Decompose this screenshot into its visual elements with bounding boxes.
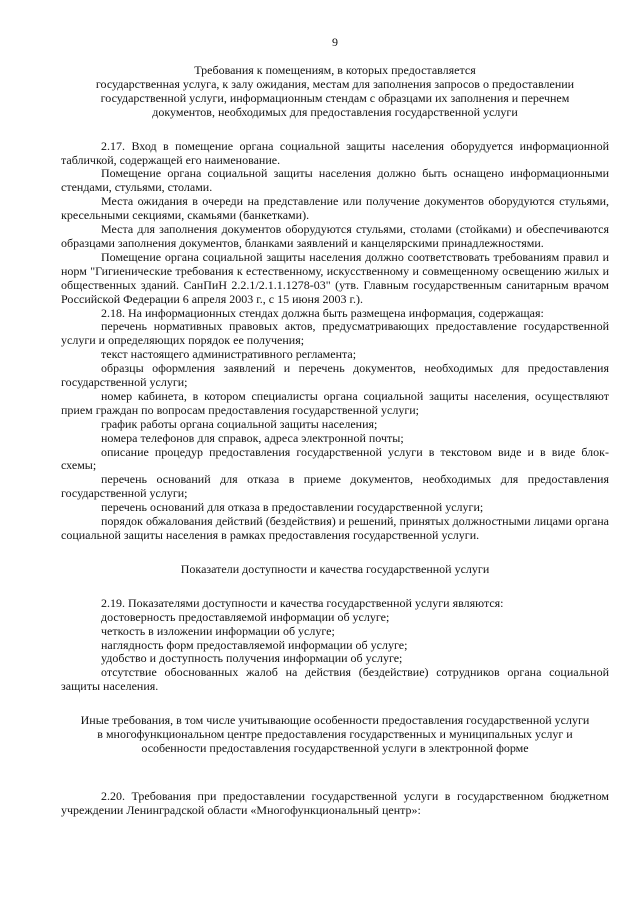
list-item: удобство и доступность получения информации об услуге;	[101, 651, 403, 666]
list-item: перечень нормативных правовых актов, предусматривающих предоставление государственной услуги и определяющих порядок ее получения;	[61, 319, 609, 348]
paragraph-2-17: 2.17. Вход в помещение органа социальной защиты населения оборудуется информационной табличкой, содержащей его наименование.	[61, 138, 609, 167]
list-item: номера телефонов для справок, адреса электронной почты;	[101, 430, 404, 445]
list-item: номер кабинета, в котором специалисты органа социальной защиты населения, осуществляют прием граждан по вопросам предоставления государственной услуги;	[61, 388, 609, 417]
paragraph-2-18: 2.18. На информационных стендах должна быть размещена информация, содержащая:	[101, 305, 544, 320]
paragraph-2-19: 2.19. Показателями доступности и качества государственной услуги являются:	[101, 595, 504, 610]
paragraph: Места для заполнения документов оборудуются стульями, столами (стойками) и обеспечиваются образцами заполнения документов, бланками заявлений и канцелярскими принадлежностями.	[61, 222, 609, 250]
list-item: порядок обжалования действий (бездействия) и решений, принятых должностными лицами органа социальной защиты населения в рамках предоставления государственной услуги.	[61, 514, 609, 542]
section-heading-premises	[61, 64, 609, 120]
heading-line: государственной услуги, информационным стендам с образцами их заполнения и перечнем	[100, 90, 570, 105]
list-item: наглядность форм предоставляемой информации об услуге;	[101, 637, 408, 652]
paragraph: Места ожидания в очереди на представление или получение документов оборудуются стульями, кресельными секциями, скамьями (банкетками).	[61, 194, 609, 223]
paragraph-2-20: 2.20. Требования при предоставлении государственной услуги в государственном бюджетном учреждении Ленинградской области «Многофункциональный центр»:	[61, 788, 609, 817]
heading-line: Иные требования, в том числе учитывающие особенности предоставления государственной услуги	[80, 713, 590, 728]
list-item: перечень оснований для отказа в приеме документов, необходимых для предоставления государственной услуги;	[61, 472, 609, 501]
list-item: образцы оформления заявлений и перечень документов, необходимых для предоставления государственной услуги;	[61, 361, 609, 390]
list-item: перечень оснований для отказа в предоставлении государственной услуги;	[101, 500, 484, 515]
paragraph: Помещение органа социальной защиты населения должно быть оснащено информационными стендами, стульями, столами.	[61, 166, 609, 195]
heading-line: особенности предоставления государственной услуги в электронной форме	[141, 740, 529, 755]
list-item: отсутствие обоснованных жалоб на действия (бездействие) сотрудников органа социальной защиты населения.	[61, 665, 609, 694]
list-item: достоверность предоставляемой информации об услуге;	[101, 609, 390, 624]
paragraph: Помещение органа социальной защиты населения должно соответствовать требованиям правил и норм "Гигиенические требования к естественному, искусственному и совмещенному освещению жилых и общественных зданий. СанПиН 2.2.1/2.1.1.1278-03" (утв. Главным государственным санитарным врачом Российской Федерации 6 апреля 2003 г., с 15 июня 2003 г.).	[61, 249, 609, 306]
section-heading-accessibility: Показатели доступности и качества государственной услуги	[180, 561, 490, 576]
section-body-accessibility	[61, 597, 609, 694]
list-item: график работы органа социальной защиты населения;	[101, 416, 378, 431]
heading-line: в многофункциональном центре предоставления государственных и муниципальных услуг и	[97, 727, 573, 742]
page-number: 9	[332, 35, 338, 49]
list-item: текст настоящего административного регламента;	[101, 347, 357, 362]
heading-line: Требования к помещениям, в которых предоставляется	[194, 63, 476, 77]
heading-line: государственная услуга, к залу ожидания, местам для заполнения запросов о предоставлении	[95, 76, 575, 91]
list-item: описание процедур предоставления государственной услуги в текстовом виде и в виде блок-схемы;	[61, 444, 609, 473]
section-body-mfc	[61, 790, 609, 818]
heading-line: документов, необходимых для предоставления государственной услуги	[152, 104, 518, 119]
list-item: четкость в изложении информации об услуге;	[101, 623, 335, 638]
section-body-premises	[61, 140, 609, 543]
section-heading-other-requirements	[58, 714, 612, 756]
